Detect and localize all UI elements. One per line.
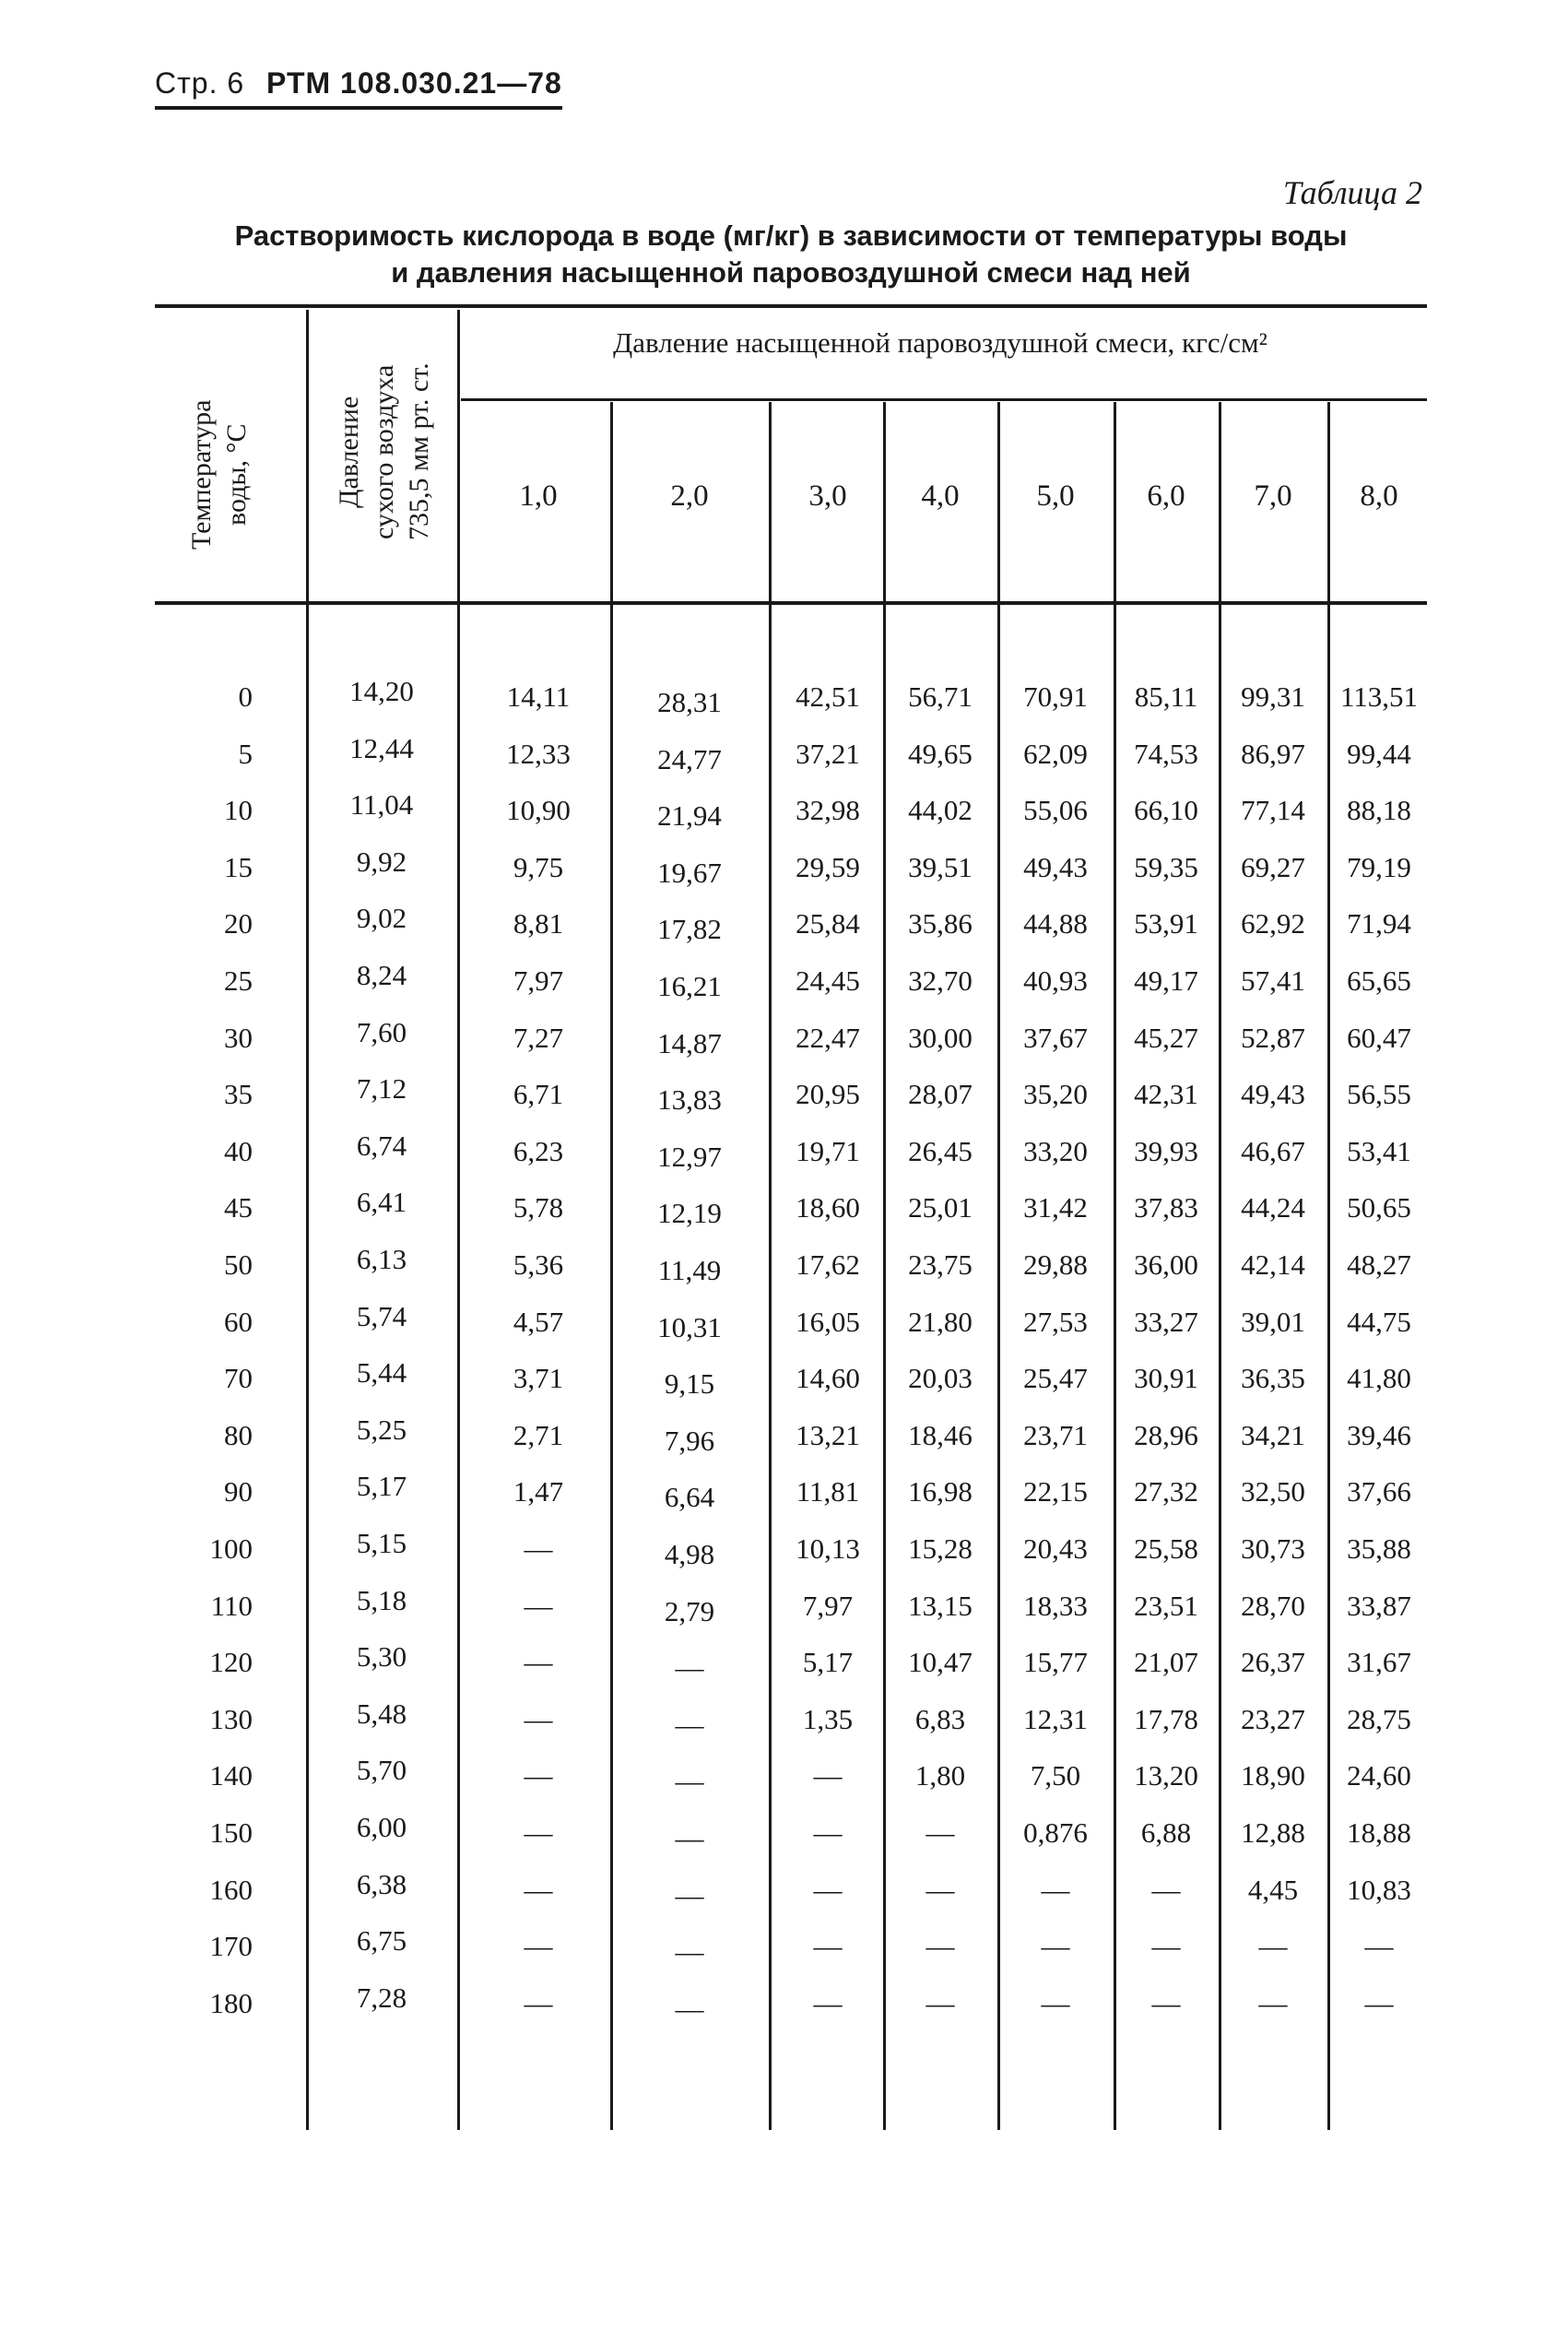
solubility-cell: 53,41 — [1347, 1135, 1411, 1167]
column-divider — [883, 402, 886, 2130]
solubility-cell: 4,98 — [664, 1538, 715, 1570]
solubility-cell: 37,21 — [796, 738, 860, 770]
solubility-cell: 21,80 — [908, 1306, 973, 1338]
temperature-cell: 25 — [224, 964, 253, 997]
solubility-cell: — — [1041, 1874, 1070, 1906]
air-solubility-cell: 5,15 — [356, 1527, 407, 1559]
page-header — [155, 66, 562, 110]
air-solubility-cell: 5,70 — [356, 1754, 407, 1786]
column-divider — [769, 402, 772, 2130]
column-divider — [1219, 402, 1221, 2130]
temperature-cell: 10 — [224, 794, 253, 826]
title-line-2: и давления насыщенной паровоздушной смеси над ней — [391, 256, 1191, 289]
column-divider — [997, 402, 1000, 2130]
solubility-cell: — — [524, 1703, 553, 1735]
solubility-cell: 44,24 — [1241, 1191, 1305, 1224]
solubility-cell: 32,98 — [796, 794, 860, 826]
title-line-1: Растворимость кислорода в воде (мг/кг) в зависимости от температуры воды — [234, 219, 1348, 252]
solubility-cell: 79,19 — [1347, 851, 1411, 883]
solubility-cell: 40,93 — [1023, 964, 1088, 997]
solubility-cell: — — [524, 1646, 553, 1678]
solubility-cell: 41,80 — [1347, 1362, 1411, 1394]
solubility-cell: 62,92 — [1241, 907, 1305, 940]
group-header-rule — [461, 398, 1427, 401]
temperature-cell: 110 — [210, 1590, 253, 1622]
solubility-cell: — — [1258, 1930, 1288, 1962]
solubility-cell: 56,71 — [908, 680, 973, 713]
air-solubility-cell: 8,24 — [356, 959, 407, 991]
air-solubility-cell: 7,60 — [356, 1016, 407, 1048]
solubility-cell: 1,80 — [914, 1759, 966, 1792]
temperature-cell: 160 — [209, 1874, 253, 1906]
document-code: РТМ 108.030.21—78 — [266, 66, 562, 100]
solubility-cell: 99,44 — [1347, 738, 1411, 770]
solubility-cell: 37,66 — [1347, 1475, 1411, 1508]
solubility-cell: 6,83 — [914, 1703, 966, 1735]
solubility-cell: 39,01 — [1241, 1306, 1305, 1338]
solubility-cell: 56,55 — [1347, 1078, 1411, 1110]
solubility-cell: 42,51 — [796, 680, 860, 713]
solubility-cell: 3,71 — [513, 1362, 564, 1394]
solubility-cell: 18,33 — [1023, 1590, 1088, 1622]
solubility-cell: 85,11 — [1134, 680, 1198, 713]
solubility-cell: 19,71 — [796, 1135, 860, 1167]
solubility-cell: 6,23 — [513, 1135, 564, 1167]
temperature-cell: 120 — [209, 1646, 253, 1678]
solubility-cell: 30,91 — [1134, 1362, 1198, 1394]
solubility-cell: 20,43 — [1023, 1532, 1088, 1565]
header-bottom-rule — [155, 601, 1427, 605]
solubility-cell: 12,31 — [1023, 1703, 1088, 1735]
air-pressure-column-header: Давление сухого воздуха 735,5 мм рт. ст. — [334, 362, 434, 541]
solubility-cell: — — [675, 1822, 704, 1854]
pressure-column-header: 4,0 — [921, 479, 960, 513]
air-solubility-cell: 5,48 — [356, 1697, 407, 1730]
solubility-cell: 6,88 — [1140, 1816, 1192, 1849]
solubility-cell: 28,75 — [1347, 1703, 1411, 1735]
solubility-cell: 10,13 — [796, 1532, 860, 1565]
temperature-cell: 45 — [224, 1191, 253, 1224]
column-divider — [457, 310, 460, 2130]
solubility-cell: 17,78 — [1134, 1703, 1198, 1735]
solubility-cell: 37,83 — [1134, 1191, 1198, 1224]
solubility-cell: 31,67 — [1347, 1646, 1411, 1678]
air-solubility-cell: 5,18 — [356, 1584, 407, 1616]
solubility-cell: 19,67 — [657, 857, 722, 889]
mixture-pressure-group-header: Давление насыщенной паровоздушной смеси, кгс/см² — [613, 326, 1267, 359]
solubility-cell: — — [524, 1816, 553, 1849]
air-solubility-cell: 12,44 — [349, 732, 414, 764]
solubility-cell: 44,88 — [1023, 907, 1088, 940]
solubility-cell: — — [1151, 1874, 1181, 1906]
solubility-cell: — — [1041, 1987, 1070, 2019]
solubility-cell: 48,27 — [1347, 1248, 1411, 1281]
solubility-cell: 62,09 — [1023, 738, 1088, 770]
solubility-cell: — — [813, 1930, 843, 1962]
pressure-column-header: 2,0 — [670, 479, 709, 513]
temperature-cell: 0 — [238, 680, 253, 713]
solubility-cell: — — [675, 1879, 704, 1911]
solubility-cell: — — [524, 1532, 553, 1565]
solubility-cell: 53,91 — [1134, 907, 1198, 940]
solubility-cell: 10,47 — [908, 1646, 973, 1678]
solubility-cell: 49,17 — [1134, 964, 1198, 997]
solubility-cell: 5,17 — [802, 1646, 854, 1678]
temperature-cell: 70 — [224, 1362, 253, 1394]
solubility-cell: 7,96 — [664, 1425, 715, 1457]
solubility-cell: 88,18 — [1347, 794, 1411, 826]
solubility-cell: — — [925, 1987, 955, 2019]
solubility-cell: 28,31 — [657, 686, 722, 718]
solubility-cell: 15,28 — [908, 1532, 973, 1565]
solubility-cell: 24,77 — [657, 743, 722, 775]
solubility-cell: 77,14 — [1241, 794, 1305, 826]
solubility-cell: 32,70 — [908, 964, 973, 997]
solubility-cell: — — [1258, 1987, 1288, 2019]
solubility-cell: 33,20 — [1023, 1135, 1088, 1167]
column-divider — [610, 402, 613, 2130]
column-divider — [1327, 402, 1330, 2130]
air-solubility-cell: 7,12 — [356, 1072, 407, 1105]
temperature-cell: 40 — [224, 1135, 253, 1167]
solubility-cell: 37,67 — [1023, 1022, 1088, 1054]
air-solubility-cell: 6,74 — [356, 1130, 407, 1162]
solubility-cell: 49,43 — [1023, 851, 1088, 883]
solubility-cell: 18,90 — [1241, 1759, 1305, 1792]
solubility-cell: — — [675, 1765, 704, 1797]
solubility-cell: 20,03 — [908, 1362, 973, 1394]
page-number: Стр. 6 — [155, 66, 245, 100]
solubility-cell: 55,06 — [1023, 794, 1088, 826]
air-solubility-cell: 6,75 — [356, 1924, 407, 1957]
solubility-cell: 14,87 — [657, 1027, 722, 1059]
temperature-column-header: Температура воды, °С — [186, 399, 252, 550]
solubility-cell: 1,47 — [513, 1475, 564, 1508]
temperature-cell: 50 — [224, 1248, 253, 1281]
air-solubility-cell: 11,04 — [349, 788, 414, 821]
solubility-cell: 23,71 — [1023, 1419, 1088, 1451]
solubility-cell: — — [524, 1590, 553, 1622]
solubility-cell: 29,59 — [796, 851, 860, 883]
solubility-cell: 25,01 — [908, 1191, 973, 1224]
air-solubility-cell: 5,25 — [356, 1413, 407, 1446]
solubility-cell: 50,65 — [1347, 1191, 1411, 1224]
solubility-cell: 42,14 — [1241, 1248, 1305, 1281]
solubility-cell: 52,87 — [1241, 1022, 1305, 1054]
air-solubility-cell: 6,13 — [356, 1243, 407, 1275]
solubility-cell: 33,87 — [1347, 1590, 1411, 1622]
solubility-cell: 35,88 — [1347, 1532, 1411, 1565]
solubility-cell: 10,90 — [506, 794, 571, 826]
solubility-cell: 25,58 — [1134, 1532, 1198, 1565]
solubility-cell: 69,27 — [1241, 851, 1305, 883]
solubility-cell: 23,51 — [1134, 1590, 1198, 1622]
air-solubility-cell: 5,44 — [356, 1356, 407, 1389]
temperature-cell: 15 — [224, 851, 253, 883]
solubility-cell: 60,47 — [1347, 1022, 1411, 1054]
solubility-cell: 9,15 — [664, 1367, 715, 1400]
temperature-cell: 60 — [224, 1306, 253, 1338]
solubility-cell: 13,21 — [796, 1419, 860, 1451]
solubility-cell: 39,46 — [1347, 1419, 1411, 1451]
solubility-cell: 2,71 — [513, 1419, 564, 1451]
pressure-column-header: 7,0 — [1254, 479, 1292, 513]
solubility-cell: — — [524, 1987, 553, 2019]
solubility-cell: 44,75 — [1347, 1306, 1411, 1338]
solubility-cell: 49,43 — [1241, 1078, 1305, 1110]
column-divider — [306, 310, 309, 2130]
solubility-cell: 4,45 — [1247, 1874, 1299, 1906]
temperature-cell: 170 — [209, 1930, 253, 1962]
solubility-cell: 33,27 — [1134, 1306, 1198, 1338]
air-solubility-cell: 6,38 — [356, 1868, 407, 1900]
solubility-cell: — — [813, 1987, 843, 2019]
temperature-cell: 80 — [224, 1419, 253, 1451]
solubility-cell: 23,27 — [1241, 1703, 1305, 1735]
solubility-cell: 39,93 — [1134, 1135, 1198, 1167]
air-solubility-cell: 5,30 — [356, 1640, 407, 1673]
solubility-cell: 12,33 — [506, 738, 571, 770]
air-solubility-cell: 9,02 — [356, 902, 407, 934]
solubility-cell: 42,31 — [1134, 1078, 1198, 1110]
solubility-cell: 6,71 — [513, 1078, 564, 1110]
solubility-cell: — — [1151, 1987, 1181, 2019]
temperature-cell: 150 — [209, 1816, 253, 1849]
temperature-cell: 30 — [224, 1022, 253, 1054]
air-solubility-cell: 6,00 — [356, 1811, 407, 1843]
solubility-cell: 113,51 — [1339, 680, 1419, 713]
solubility-cell: 28,96 — [1134, 1419, 1198, 1451]
solubility-cell: 15,77 — [1023, 1646, 1088, 1678]
solubility-cell: 36,35 — [1241, 1362, 1305, 1394]
temperature-cell: 20 — [224, 907, 253, 940]
temperature-cell: 35 — [224, 1078, 253, 1110]
solubility-cell: 9,75 — [513, 851, 564, 883]
temperature-cell: 180 — [209, 1987, 253, 2019]
solubility-cell: 24,45 — [796, 964, 860, 997]
solubility-cell: 18,60 — [796, 1191, 860, 1224]
table-label: Таблица 2 — [1282, 174, 1422, 211]
solubility-cell: 11,49 — [657, 1254, 722, 1286]
solubility-cell: 29,88 — [1023, 1248, 1088, 1281]
air-solubility-cell: 6,41 — [356, 1186, 407, 1218]
solubility-cell: 17,62 — [796, 1248, 860, 1281]
pressure-column-header: 6,0 — [1147, 479, 1185, 513]
solubility-cell: — — [675, 1651, 704, 1684]
solubility-cell: 45,27 — [1134, 1022, 1198, 1054]
solubility-cell: — — [675, 1993, 704, 2025]
solubility-cell: 25,84 — [796, 907, 860, 940]
solubility-cell: 2,79 — [664, 1595, 715, 1627]
pressure-column-header: 1,0 — [519, 479, 558, 513]
solubility-cell: 10,31 — [657, 1311, 722, 1343]
solubility-cell: 8,81 — [513, 907, 564, 940]
solubility-cell: — — [813, 1874, 843, 1906]
air-solubility-cell: 5,74 — [356, 1300, 407, 1332]
table-top-rule — [155, 304, 1427, 308]
solubility-cell: 7,97 — [513, 964, 564, 997]
solubility-cell: — — [675, 1709, 704, 1741]
solubility-cell: 18,88 — [1347, 1816, 1411, 1849]
solubility-cell: — — [1364, 1987, 1394, 2019]
solubility-cell: 22,15 — [1023, 1475, 1088, 1508]
solubility-cell: 16,05 — [796, 1306, 860, 1338]
temperature-cell: 5 — [238, 738, 253, 770]
pressure-column-header: 8,0 — [1360, 479, 1398, 513]
solubility-cell: 21,07 — [1134, 1646, 1198, 1678]
solubility-cell: 7,50 — [1030, 1759, 1081, 1792]
solubility-cell: 32,50 — [1241, 1475, 1305, 1508]
solubility-cell: 35,20 — [1023, 1078, 1088, 1110]
solubility-cell: 99,31 — [1241, 680, 1305, 713]
solubility-cell: 16,98 — [908, 1475, 973, 1508]
temperature-cell: 90 — [224, 1475, 253, 1508]
solubility-cell: 6,64 — [664, 1481, 715, 1513]
solubility-cell: 14,60 — [796, 1362, 860, 1394]
solubility-cell: 71,94 — [1347, 907, 1411, 940]
column-divider — [1114, 402, 1116, 2130]
solubility-cell: 13,83 — [657, 1083, 722, 1116]
solubility-cell: 28,07 — [908, 1078, 973, 1110]
air-solubility-cell: 5,17 — [356, 1470, 407, 1502]
solubility-cell: 31,42 — [1023, 1191, 1088, 1224]
solubility-cell: 4,57 — [513, 1306, 564, 1338]
solubility-cell: 10,83 — [1347, 1874, 1411, 1906]
table-title — [155, 218, 1427, 291]
solubility-cell: 13,15 — [908, 1590, 973, 1622]
solubility-cell: 34,21 — [1241, 1419, 1305, 1451]
solubility-cell: — — [813, 1816, 843, 1849]
solubility-cell: — — [524, 1930, 553, 1962]
solubility-cell: — — [675, 1935, 704, 1968]
solubility-cell: 5,36 — [513, 1248, 564, 1281]
solubility-cell: 44,02 — [908, 794, 973, 826]
solubility-cell: — — [925, 1930, 955, 1962]
solubility-cell: 22,47 — [796, 1022, 860, 1054]
solubility-cell: 12,88 — [1241, 1816, 1305, 1849]
solubility-cell: 12,19 — [657, 1197, 722, 1229]
solubility-cell: 30,73 — [1241, 1532, 1305, 1565]
solubility-cell: 25,47 — [1023, 1362, 1088, 1394]
solubility-cell: — — [925, 1816, 955, 1849]
solubility-cell: 74,53 — [1134, 738, 1198, 770]
solubility-cell: — — [925, 1874, 955, 1906]
solubility-cell: — — [813, 1759, 843, 1792]
solubility-cell: — — [1041, 1930, 1070, 1962]
solubility-cell: 16,21 — [657, 970, 722, 1002]
solubility-cell: 1,35 — [802, 1703, 854, 1735]
solubility-cell: 23,75 — [908, 1248, 973, 1281]
air-solubility-cell: 9,92 — [356, 846, 407, 878]
solubility-cell: 46,67 — [1241, 1135, 1305, 1167]
solubility-cell: 18,46 — [908, 1419, 973, 1451]
solubility-cell: 70,91 — [1023, 680, 1088, 713]
temperature-cell: 100 — [209, 1532, 253, 1565]
solubility-cell: 28,70 — [1241, 1590, 1305, 1622]
air-solubility-cell: 7,28 — [356, 1981, 407, 2014]
solubility-cell: 27,53 — [1023, 1306, 1088, 1338]
pressure-column-header: 3,0 — [808, 479, 847, 513]
solubility-cell: — — [1151, 1930, 1181, 1962]
solubility-cell: 14,11 — [506, 680, 571, 713]
solubility-cell: 27,32 — [1134, 1475, 1198, 1508]
solubility-cell: 7,97 — [802, 1590, 854, 1622]
solubility-cell: 65,65 — [1347, 964, 1411, 997]
solubility-cell: 39,51 — [908, 851, 973, 883]
solubility-cell: 30,00 — [908, 1022, 973, 1054]
air-solubility-cell: 14,20 — [349, 675, 414, 707]
solubility-cell: 26,45 — [908, 1135, 973, 1167]
solubility-cell: 12,97 — [657, 1141, 722, 1173]
solubility-cell: 86,97 — [1241, 738, 1305, 770]
solubility-cell: 24,60 — [1347, 1759, 1411, 1792]
solubility-cell: 59,35 — [1134, 851, 1198, 883]
pressure-column-header: 5,0 — [1036, 479, 1075, 513]
solubility-cell: 7,27 — [513, 1022, 564, 1054]
solubility-cell: 20,95 — [796, 1078, 860, 1110]
solubility-cell: 5,78 — [513, 1191, 564, 1224]
solubility-cell: 66,10 — [1134, 794, 1198, 826]
temperature-cell: 140 — [209, 1759, 253, 1792]
solubility-cell: 21,94 — [657, 799, 722, 832]
solubility-cell: 0,876 — [1023, 1816, 1088, 1849]
solubility-cell: — — [1364, 1930, 1394, 1962]
temperature-cell: 130 — [209, 1703, 253, 1735]
solubility-cell: 13,20 — [1134, 1759, 1198, 1792]
solubility-cell: 11,81 — [796, 1475, 860, 1508]
solubility-cell: 49,65 — [908, 738, 973, 770]
solubility-cell: — — [524, 1759, 553, 1792]
solubility-cell: — — [524, 1874, 553, 1906]
solubility-cell: 57,41 — [1241, 964, 1305, 997]
solubility-cell: 35,86 — [908, 907, 973, 940]
solubility-cell: 36,00 — [1134, 1248, 1198, 1281]
solubility-cell: 17,82 — [657, 913, 722, 945]
solubility-cell: 26,37 — [1241, 1646, 1305, 1678]
